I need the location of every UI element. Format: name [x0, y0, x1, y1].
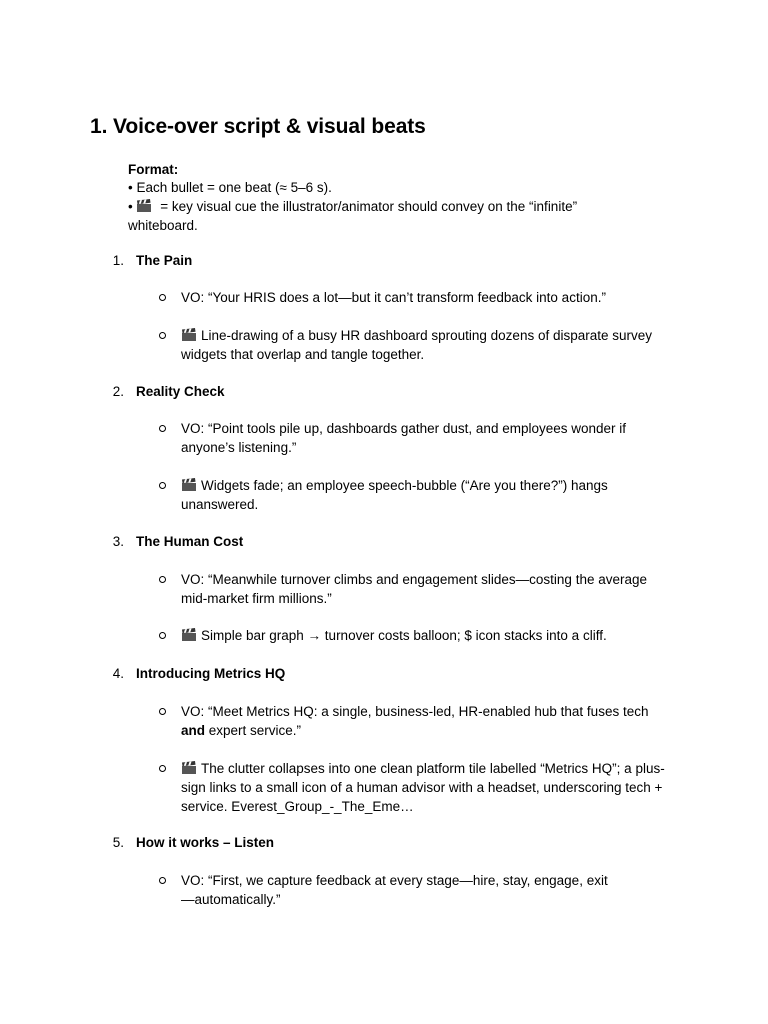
- format-line-2-prefix: •: [128, 199, 137, 214]
- beat-visual-text: Simple bar graph → turnover costs balloon; $ icon stacks into a cliff.: [201, 628, 607, 643]
- beat-visual-text: The clutter collapses into one clean platform tile labelled “Metrics HQ”; a plus-sign links to a small icon of a human advisor with a headset, underscoring tech + service. Everest_Group_-_The_Eme…: [181, 761, 665, 814]
- beat-number: 1.: [112, 253, 124, 268]
- beat-title: How it works – Listen: [136, 835, 275, 850]
- bullet-circle: [157, 476, 167, 495]
- beat-vo: VO: “Point tools pile up, dashboards gather dust, and employees wonder if anyone’s listening.”: [181, 421, 627, 455]
- format-line-3: whiteboard.: [128, 218, 198, 233]
- bullet-circle: [157, 419, 167, 438]
- bullet-circle: [157, 871, 167, 890]
- beat-title: Introducing Metrics HQ: [136, 666, 286, 681]
- bullet-circle: [157, 759, 167, 778]
- bullet-circle: [157, 288, 167, 307]
- bullet-circle: [157, 326, 167, 345]
- bullet-circle: [157, 626, 167, 645]
- beat-title: The Pain: [136, 253, 193, 268]
- beat-vo-text: VO: “Meet Metrics HQ: a single, business-led, HR-enabled hub that fuses tech: [181, 704, 649, 719]
- beat-number: 3.: [112, 534, 124, 549]
- beat-visual: [181, 626, 671, 645]
- clapperboard-icon: [136, 199, 152, 213]
- beat-vo: VO: “First, we capture feedback at every stage—hire, stay, engage, exit—automatically.”: [181, 873, 608, 907]
- clapperboard-icon: [181, 328, 197, 342]
- beat-number: 2.: [112, 384, 124, 399]
- beat-vo: VO: “Your HRIS does a lot—but it can’t transform feedback into action.”: [181, 290, 606, 305]
- format-line-1: • Each bullet = one beat (≈ 5–6 s).: [128, 180, 332, 195]
- beat-vo-text-end: expert service.”: [205, 723, 302, 738]
- bullet-circle: [157, 570, 167, 589]
- beat-number: 4.: [112, 666, 124, 681]
- format-line-2-text: = key visual cue the illustrator/animator should convey on the “infinite”: [156, 199, 578, 214]
- clapperboard-icon: [181, 478, 197, 492]
- beat-visual: [181, 759, 666, 816]
- beat-vo: [181, 702, 671, 740]
- format-label: Format:: [128, 162, 179, 177]
- beat-title: The Human Cost: [136, 534, 244, 549]
- beat-number: 5.: [112, 835, 124, 850]
- clapperboard-icon: [181, 628, 197, 642]
- beat-visual-text: Line-drawing of a busy HR dashboard sprouting dozens of disparate survey widgets that overlap and tangle together.: [181, 328, 653, 362]
- beat-visual: [181, 326, 671, 364]
- format-line-2: [128, 197, 577, 216]
- beat-visual: [181, 476, 631, 514]
- beat-vo-bold: and: [181, 723, 206, 738]
- clapperboard-icon: [181, 761, 197, 775]
- beat-vo: VO: “Meanwhile turnover climbs and engagement slides—costing the average mid-market firm millions.”: [181, 572, 647, 606]
- section-heading: 1. Voice-over script & visual beats: [90, 115, 426, 138]
- bullet-circle: [157, 702, 167, 721]
- beat-visual-text: Widgets fade; an employee speech-bubble (“Are you there?”) hangs unanswered.: [181, 478, 608, 512]
- beat-title: Reality Check: [136, 384, 225, 399]
